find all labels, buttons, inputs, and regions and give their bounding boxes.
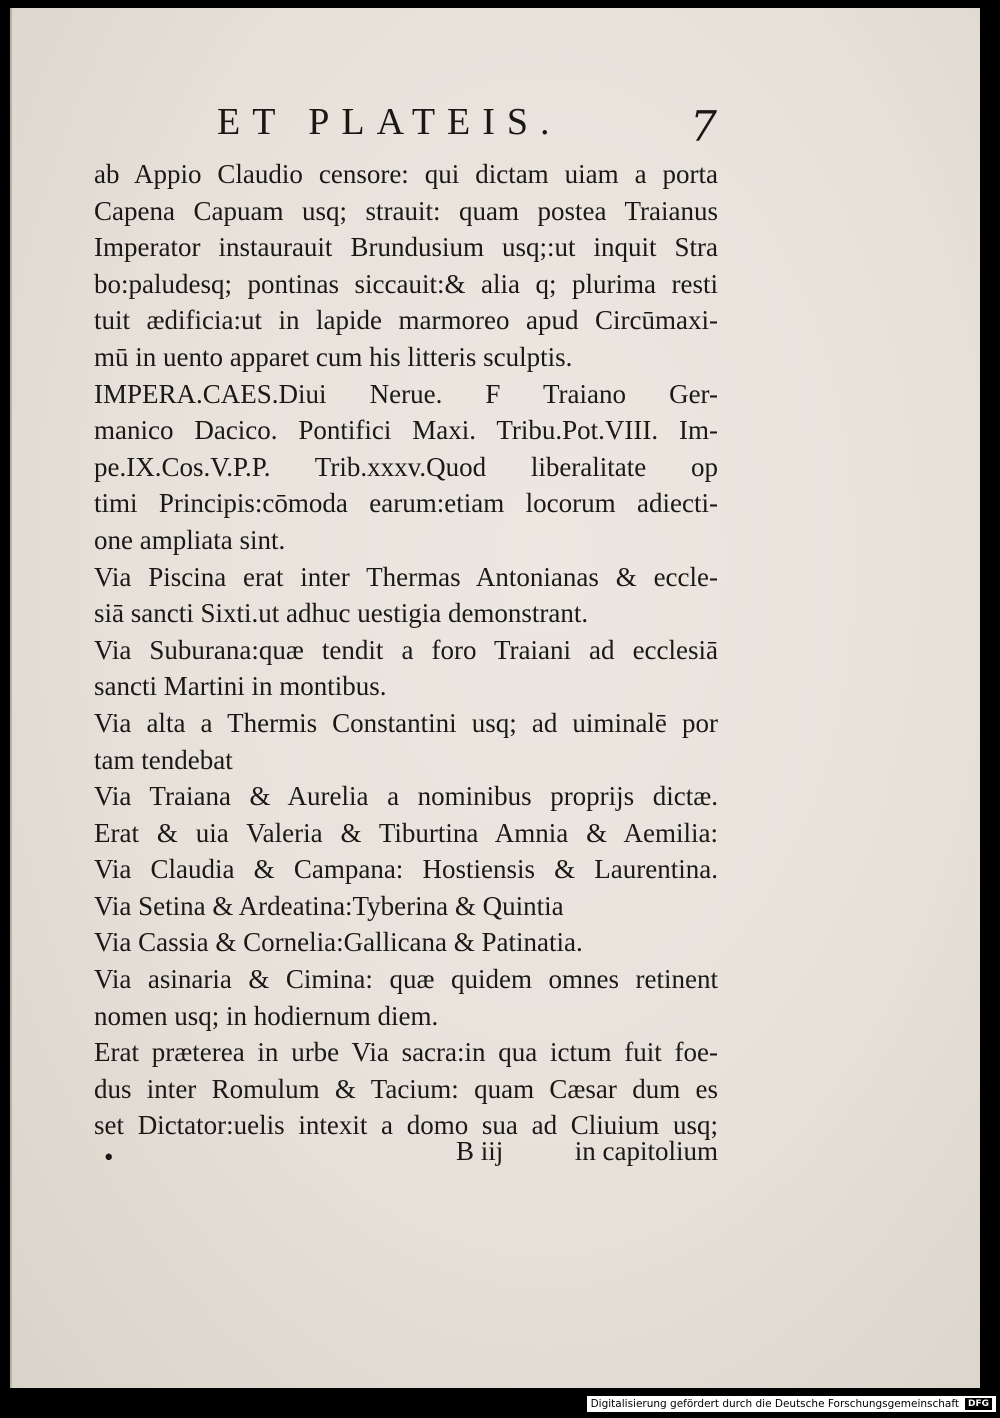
text-line: Via alta a Thermis Constantini usq; ad uiminalē por <box>94 707 718 738</box>
footer-mark: • <box>104 1142 114 1172</box>
text-line: Erat præterea in urbe Via sacra:in qua ictum fuit foe- <box>94 1037 718 1068</box>
catchword: in capitolium <box>574 1136 718 1166</box>
text-line: manico Dacico. Pontifici Maxi. Tribu.Pot.VIII. Im- <box>94 415 718 446</box>
book-page <box>10 8 980 1388</box>
text-line: timi Principis:cōmoda earum:etiam locorum adiecti- <box>94 488 718 519</box>
text-line: Erat & uia Valeria & Tiburtina Amnia & Aemilia: <box>94 817 718 848</box>
page-footer <box>94 1136 718 1176</box>
text-line: Via Piscina erat inter Thermas Antonianas & eccle- <box>94 561 718 592</box>
text-line: dus inter Romulum & Tacium: quam Cæsar dum es <box>94 1073 718 1104</box>
text-line: Via Cassia & Cornelia:Gallicana & Patinatia. <box>94 927 583 958</box>
text-line: Via asinaria & Cimina: quæ quidem omnes retinent <box>94 964 718 995</box>
text-line: pe.IX.Cos.V.P.P. Trib.xxxv.Quod liberalitate op <box>94 451 718 482</box>
text-line: siā sancti Sixti.ut adhuc uestigia demonstrant. <box>94 598 589 629</box>
body-text <box>94 156 718 1144</box>
dfg-logo-icon: DFG <box>965 1398 992 1410</box>
text-line: Via Suburana:quæ tendit a foro Traiani ad ecclesiā <box>94 634 718 665</box>
text-line: tuit ædificia:ut in lapide marmoreo apud Circūmaxi- <box>94 305 718 336</box>
text-line: tam tendebat <box>94 744 233 775</box>
text-line: Via Claudia & Campana: Hostiensis & Laurentina. <box>94 854 718 885</box>
text-line: bo:paludesq; pontinas siccauit:& alia q; plurima resti <box>94 268 718 299</box>
running-header <box>217 100 717 150</box>
text-line: mū in uento apparet cum his litteris sculptis. <box>94 341 573 372</box>
text-line: nomen usq; in hodiernum diem. <box>94 1000 439 1031</box>
page-number: 7 <box>690 102 717 151</box>
funding-credit <box>587 1396 996 1412</box>
credit-text: Digitalisierung gefördert durch die Deutsche Forschungsgemeinschaft <box>590 1398 959 1410</box>
text-line: one ampliata sint. <box>94 524 286 555</box>
text-line: ab Appio Claudio censore: qui dictam uiam a porta <box>94 159 718 189</box>
signature-mark: B iij <box>456 1136 504 1166</box>
text-line: sancti Martini in montibus. <box>94 671 387 702</box>
running-title: ET PLATEIS. <box>217 101 562 143</box>
text-line: set Dictator:uelis intexit a domo sua ad Cliuium usq; <box>94 1110 718 1141</box>
text-line: Capena Capuam usq; strauit: quam postea Traianus <box>94 195 718 226</box>
text-line: IMPERA.CAES.Diui Nerue. F Traiano Ger- <box>94 378 718 409</box>
text-line: Via Traiana & Aurelia a nominibus proprijs dictæ. <box>94 781 718 812</box>
text-line: Imperator instaurauit Brundusium usq;:ut inquit Stra <box>94 232 718 263</box>
text-line: Via Setina & Ardeatina:Tyberina & Quintia <box>94 890 564 921</box>
